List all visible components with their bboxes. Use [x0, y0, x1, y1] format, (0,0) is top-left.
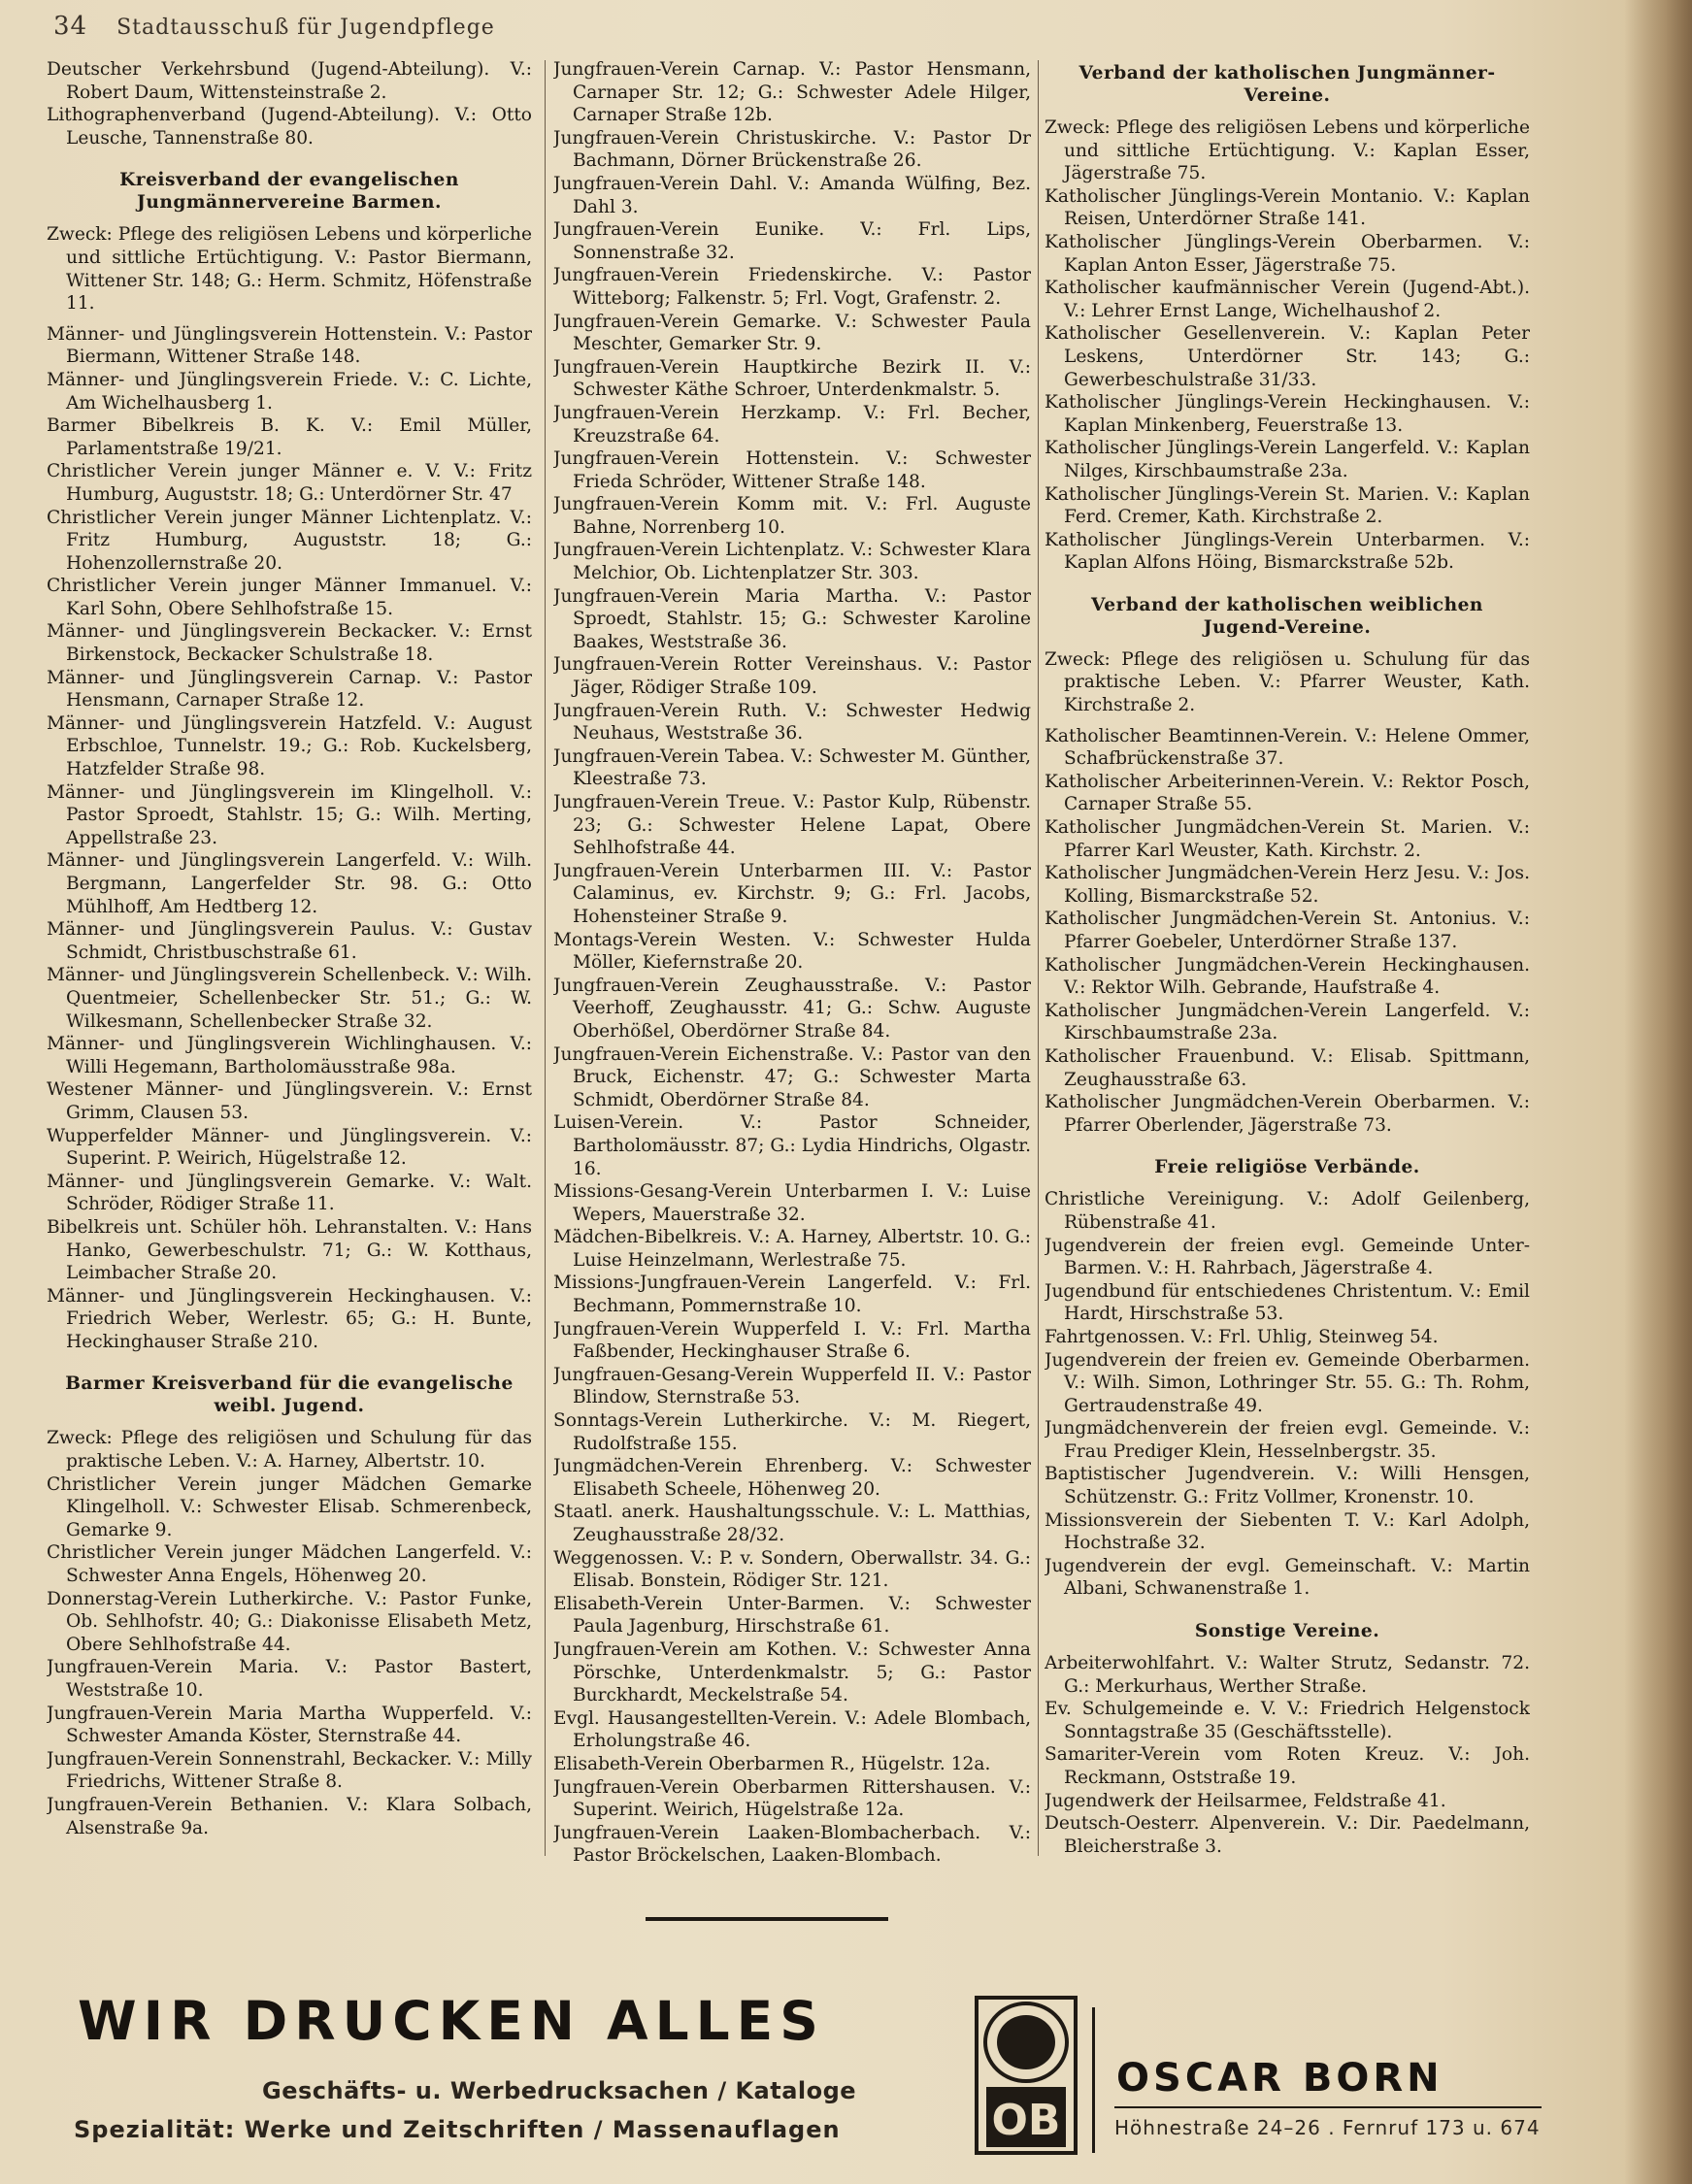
- directory-entry: Katholischer Jungmädchen-Verein Herz Jesu. V.: Jos. Kolling, Bismarckstraße 52.: [1045, 863, 1530, 907]
- column-divider: [545, 60, 546, 1856]
- directory-entry: Missions-Gesang-Verein Unterbarmen I. V.: Luise Wepers, Mauerstraße 32.: [553, 1181, 1031, 1225]
- directory-entry: Jungfrauen-Verein Laaken-Blombacherbach. V.: Pastor Bröckelschen, Laaken-Blombach.: [553, 1822, 1031, 1867]
- directory-entry: Zweck: Pflege des religiösen Lebens und körperliche und sittliche Ertüchtigung. V.: Pastor Biermann, Wittener Str. 148; G.: Herm. Schmitz, Höfenstraße 11.: [47, 224, 532, 314]
- spacer: [1045, 717, 1530, 725]
- directory-entry: Jungmädchen-Verein Ehrenberg. V.: Schwester Elisabeth Scheele, Höhenweg 20.: [553, 1456, 1031, 1500]
- directory-entry: Ev. Schulgemeinde e. V. V.: Friedrich Helgenstock Sonntagstraße 35 (Geschäftsstelle).: [1045, 1699, 1530, 1742]
- directory-entry: Christliche Vereinigung. V.: Adolf Geilenberg, Rübenstraße 41.: [1045, 1189, 1530, 1233]
- directory-entry: Sonntags-Verein Lutherkirche. V.: M. Riegert, Rudolfstraße 155.: [553, 1410, 1031, 1454]
- directory-entry: Deutscher Verkehrsbund (Jugend-Abteilung). V.: Robert Daum, Wittensteinstraße 2.: [47, 59, 532, 103]
- ad-line-products: Geschäfts- u. Werbedrucksachen / Kataloge: [262, 2077, 857, 2104]
- directory-entry: Fahrtgenossen. V.: Frl. Uhlig, Steinweg 54.: [1045, 1326, 1439, 1347]
- directory-entry: Katholischer Arbeiterinnen-Verein. V.: Rektor Posch, Carnaper Straße 55.: [1045, 771, 1530, 815]
- directory-entry: Westener Männer- und Jünglingsverein. V.: Ernst Grimm, Clausen 53.: [47, 1079, 532, 1123]
- directory-entry: Katholischer Jünglings-Verein Unterbarmen. V.: Kaplan Alfons Höing, Bismarckstraße 52b.: [1045, 529, 1530, 574]
- ad-company-name: OSCAR BORN: [1116, 2056, 1443, 2101]
- directory-entry: Katholischer Beamtinnen-Verein. V.: Helene Ommer, Schafbrückenstraße 37.: [1045, 725, 1530, 770]
- directory-entry: Jungfrauen-Verein Unterbarmen III. V.: Pastor Calaminus, ev. Kirchstr. 9; G.: Frl. Jacobs, Hohensteiner Straße 9.: [553, 860, 1031, 927]
- section-heading: Verband der katholischen Jungmänner-Vereine.: [1078, 63, 1496, 106]
- printer-advertisement: [39, 1990, 1553, 2165]
- directory-entry: Jungfrauen-Verein am Kothen. V.: Schwester Anna Pörschke, Unterdenkmalstr. 5; G.: Pastor Burckhardt, Meckelstraße 54.: [553, 1638, 1031, 1706]
- directory-entry: Katholischer Jünglings-Verein St. Marien. V.: Kaplan Ferd. Cremer, Kath. Kirchstraße 2.: [1045, 483, 1530, 528]
- directory-entry: Missions-Jungfrauen-Verein Langerfeld. V.: Frl. Bechmann, Pommernstraße 10.: [553, 1273, 1031, 1317]
- section-heading: Verband der katholischen weiblichen Jugend-Vereine.: [1091, 594, 1483, 638]
- directory-entry: Männer- und Jünglingsverein Carnap. V.: Pastor Hensmann, Carnaper Straße 12.: [47, 667, 532, 711]
- directory-entry: Arbeiterwohlfahrt. V.: Walter Strutz, Sedanstr. 72. G.: Merkurhaus, Werther Straße.: [1045, 1653, 1530, 1697]
- section-rule: [646, 1917, 888, 1921]
- directory-entry: Deutsch-Oesterr. Alpenverein. V.: Dir. Paedelmann, Bleicherstraße 3.: [1045, 1813, 1530, 1857]
- directory-entry: Katholischer Jünglings-Verein Heckinghausen. V.: Kaplan Minkenberg, Feuerstraße 13.: [1045, 392, 1530, 436]
- directory-entry: Jungfrauen-Gesang-Verein Wupperfeld II. V.: Pastor Blindow, Sternstraße 53.: [553, 1364, 1031, 1408]
- section-heading: Sonstige Vereine.: [1194, 1621, 1380, 1642]
- directory-entry: Männer- und Jünglingsverein Hatzfeld. V.: August Erbschloe, Tunnelstr. 19.; G.: Rob. Kuckelsberg, Hatzfelder Straße 98.: [47, 712, 532, 780]
- section-heading: Kreisverband der evangelischen Jungmännervereine Barmen.: [119, 170, 459, 214]
- ad-underline: [1114, 2106, 1542, 2108]
- ad-headline: WIR DRUCKEN ALLES: [78, 1990, 825, 2052]
- directory-entry: Elisabeth-Verein Oberbarmen R., Hügelstr. 12a.: [553, 1753, 991, 1774]
- directory-entry: Mädchen-Bibelkreis. V.: A. Harney, Albertstr. 10. G.: Luise Heinzelmann, Werlestraße 75.: [553, 1227, 1031, 1271]
- directory-entry: Männer- und Jünglingsverein Friede. V.: C. Lichte, Am Wichelhausberg 1.: [47, 369, 532, 414]
- directory-entry: Luisen-Verein. V.: Pastor Schneider, Bartholomäusstr. 87; G.: Lydia Hindrichs, Olgastr. 16.: [553, 1112, 1031, 1179]
- directory-entry: Christlicher Verein junger Männer Lichtenplatz. V.: Fritz Humburg, Auguststr. 18; G.: Hohenzollernstraße 20.: [47, 507, 532, 574]
- directory-entry: Christlicher Verein junger Mädchen Gemarke Klingelholl. V.: Schwester Elisab. Schmerenbeck, Gemarke 9.: [47, 1473, 532, 1540]
- directory-entry: Katholischer Jungmädchen-Verein Langerfeld. V.: Kirschbaumstraße 23a.: [1045, 1000, 1530, 1044]
- directory-entry: Katholischer Frauenbund. V.: Elisab. Spittmann, Zeughausstraße 63.: [1045, 1045, 1530, 1090]
- directory-entry: Katholischer Gesellenverein. V.: Kaplan Peter Leskens, Unterdörner Str. 143; G.: Gewerbeschulstraße 31/33.: [1045, 323, 1530, 390]
- directory-entry: Männer- und Jünglingsverein Beckacker. V.: Ernst Birkenstock, Beckacker Schulstraße 18.: [47, 621, 532, 666]
- column-divider: [1038, 60, 1039, 1856]
- directory-entry: Christlicher Verein junger Männer Immanuel. V.: Karl Sohn, Obere Sehlhofstraße 15.: [47, 576, 532, 619]
- printer-logo-icon: [973, 1994, 1079, 2157]
- directory-entry: Jungfrauen-Verein Christuskirche. V.: Pastor Dr Bachmann, Dörner Brückenstraße 26.: [553, 127, 1031, 172]
- directory-entry: Lithographenverband (Jugend-Abteilung). V.: Otto Leusche, Tannenstraße 80.: [47, 105, 532, 149]
- directory-entry: Montags-Verein Westen. V.: Schwester Hulda Möller, Kiefernstraße 20.: [553, 929, 1031, 974]
- ad-address: Höhnestraße 24–26 . Fernruf 173 u. 674: [1114, 2116, 1541, 2139]
- directory-entry: Katholischer Jungmädchen-Verein Heckinghausen. V.: Rektor Wilh. Gebrande, Haufstraße 4.: [1045, 954, 1530, 999]
- directory-entry: Zweck: Pflege des religiösen und Schulung für das praktische Leben. V.: A. Harney, Albertstr. 10.: [47, 1428, 532, 1473]
- directory-entry: Männer- und Jünglingsverein Langerfeld. V.: Wilh. Bergmann, Langerfelder Str. 98. G.: Otto Mühlhoff, Am Hedtberg 12.: [47, 850, 532, 917]
- directory-entry: Katholischer Jungmädchen-Verein Oberbarmen. V.: Pfarrer Oberlender, Jägerstraße 73.: [1045, 1092, 1530, 1136]
- directory-entry: Jungfrauen-Verein Tabea. V.: Schwester M. Günther, Kleestraße 73.: [553, 745, 1031, 790]
- directory-entry: Jungfrauen-Verein Zeughausstraße. V.: Pastor Veerhoff, Zeughausstr. 41; G.: Schw. Auguste Oberhößel, Oberdörner Straße 84.: [553, 975, 1031, 1042]
- directory-entry: Männer- und Jünglingsverein Gemarke. V.: Walt. Schröder, Rödiger Straße 11.: [47, 1171, 532, 1215]
- logo-letters: OB: [991, 2096, 1061, 2145]
- ad-line-specialty: Spezialität: Werke und Zeitschriften / Massenauflagen: [74, 2116, 841, 2143]
- directory-entry: Jungfrauen-Verein Rotter Vereinshaus. V.: Pastor Jäger, Rödiger Straße 109.: [553, 654, 1031, 699]
- directory-entry: Männer- und Jünglingsverein Schellenbeck. V.: Wilh. Quentmeier, Schellenbecker Str. 51.; G.: W. Wilkesmann, Schellenbecker Straße 32.: [47, 965, 532, 1032]
- directory-entry: Bibelkreis unt. Schüler höh. Lehranstalten. V.: Hans Hanko, Gewerbeschulstr. 71; G.: W. Kotthaus, Leimbacher Straße 20.: [47, 1216, 532, 1284]
- directory-entry: Katholischer kaufmännischer Verein (Jugend-Abt.). V.: Lehrer Ernst Lange, Wichelhaushof 2.: [1045, 278, 1530, 321]
- page-number: 34: [53, 12, 88, 41]
- directory-entry: Jungfrauen-Verein Hauptkirche Bezirk II. V.: Schwester Käthe Schroer, Unterdenkmalstr. 5.: [553, 356, 1031, 401]
- directory-entry: Jungfrauen-Verein Oberbarmen Rittershausen. V.: Superint. Weirich, Hügelstraße 12a.: [553, 1776, 1031, 1821]
- book-spine-shadow: [1624, 0, 1692, 2184]
- directory-entry: Jungfrauen-Verein Maria Martha. V.: Pastor Sproedt, Stahlstr. 15; G.: Schwester Karoline Baakes, Weststraße 36.: [553, 585, 1031, 652]
- directory-entry: Katholischer Jungmädchen-Verein St. Antonius. V.: Pfarrer Goebeler, Unterdörner Straße 137.: [1045, 909, 1530, 952]
- directory-entry: Jugendbund für entschiedenes Christentum. V.: Emil Hardt, Hirschstraße 53.: [1045, 1280, 1530, 1325]
- directory-entry: Männer- und Jünglingsverein Paulus. V.: Gustav Schmidt, Christbuschstraße 61.: [47, 919, 532, 963]
- directory-entry: Jungfrauen-Verein Gemarke. V.: Schwester Paula Meschter, Gemarker Str. 9.: [553, 311, 1031, 355]
- directory-entry: Evgl. Hausangestellten-Verein. V.: Adele Blombach, Erholungstraße 46.: [553, 1707, 1031, 1752]
- directory-entry: Jungfrauen-Verein Maria Martha Wupperfeld. V.: Schwester Amanda Köster, Sternstraße 44.: [47, 1703, 532, 1747]
- directory-entry: Katholischer Jungmädchen-Verein St. Marien. V.: Pfarrer Karl Weuster, Kath. Kirchstr. 2.: [1045, 817, 1530, 861]
- directory-entry: Jungfrauen-Verein Carnap. V.: Pastor Hensmann, Carnaper Str. 12; G.: Schwester Adele Hilger, Carnaper Straße 12b.: [553, 59, 1031, 126]
- column-3: [1045, 58, 1530, 1873]
- directory-entry: Wupperfelder Männer- und Jünglingsverein. V.: Superint. P. Weirich, Hügelstraße 12.: [47, 1125, 532, 1170]
- directory-entry: Jungfrauen-Verein Eichenstraße. V.: Pastor van den Bruck, Eichenstr. 47; G.: Schwester Marta Schmidt, Oberdörner Straße 84.: [553, 1043, 1031, 1110]
- directory-entry: Jungfrauen-Verein Wupperfeld I. V.: Frl. Martha Faßbender, Heckinghauser Straße 6.: [553, 1318, 1031, 1363]
- directory-entry: Jungfrauen-Verein Herzkamp. V.: Frl. Becher, Kreuzstraße 64.: [553, 402, 1031, 447]
- directory-entry: Weggenossen. V.: P. v. Sondern, Oberwallstr. 34. G.: Elisab. Bonstein, Rödiger Str. 121.: [553, 1547, 1031, 1592]
- directory-entry: Männer- und Jünglingsverein im Klingelholl. V.: Pastor Sproedt, Stahlstr. 15; G.: Wilh. Merting, Appellstraße 23.: [47, 781, 532, 848]
- directory-entry: Männer- und Jünglingsverein Wichlinghausen. V.: Willi Hegemann, Bartholomäusstraße 98a.: [47, 1034, 532, 1077]
- directory-entry: Jungfrauen-Verein Friedenskirche. V.: Pastor Witteborg; Falkenstr. 5; Frl. Vogt, Grafenstr. 2.: [553, 265, 1031, 309]
- directory-entry: Jungfrauen-Verein Lichtenplatz. V.: Schwester Klara Melchior, Ob. Lichtenplatzer Str. 303.: [553, 540, 1031, 584]
- directory-entry: Christlicher Verein junger Männer e. V. V.: Fritz Humburg, Auguststr. 18; G.: Unterdörner Str. 47: [47, 461, 532, 505]
- section-heading: Freie religiöse Verbände.: [1154, 1157, 1420, 1178]
- directory-entry: Christlicher Verein junger Mädchen Langerfeld. V.: Schwester Anna Engels, Höhenweg 20.: [47, 1542, 532, 1587]
- directory-entry: Jungfrauen-Verein Sonnenstrahl, Beckacker. V.: Milly Friedrichs, Wittener Straße 8.: [47, 1748, 532, 1793]
- directory-entry: Männer- und Jünglingsverein Heckinghausen. V.: Friedrich Weber, Werlestr. 65; G.: H. Bunte, Heckinghauser Straße 210.: [47, 1285, 532, 1352]
- directory-entry: Elisabeth-Verein Unter-Barmen. V.: Schwester Paula Jagenburg, Hirschstraße 61.: [553, 1593, 1031, 1638]
- column-1: [47, 58, 532, 1873]
- directory-entry: Barmer Bibelkreis B. K. V.: Emil Müller, Parlamentstraße 19/21.: [47, 415, 532, 459]
- directory-entry: Zweck: Pflege des religiösen Lebens und körperliche und sittliche Ertüchtigung. V.: Kaplan Esser, Jägerstraße 75.: [1045, 117, 1530, 184]
- directory-entry: Jugendverein der evgl. Gemeinschaft. V.: Martin Albani, Schwanenstraße 1.: [1045, 1555, 1530, 1600]
- page-header: [53, 12, 830, 50]
- directory-entry: Missionsverein der Siebenten T. V.: Karl Adolph, Hochstraße 32.: [1045, 1509, 1530, 1554]
- directory-entry: Jugendverein der freien ev. Gemeinde Oberbarmen. V.: Wilh. Simon, Lothringer Str. 55. G.: Th. Rohm, Gertraudenstraße 49.: [1045, 1349, 1530, 1416]
- directory-entry: Katholischer Jünglings-Verein Oberbarmen. V.: Kaplan Anton Esser, Jägerstraße 75.: [1045, 231, 1530, 276]
- directory-entry: Zweck: Pflege des religiösen u. Schulung für das praktische Leben. V.: Pfarrer Weuster, Kath. Kirchstraße 2.: [1045, 648, 1530, 716]
- directory-entry: Donnerstag-Verein Lutherkirche. V.: Pastor Funke, Ob. Sehlhofstr. 40; G.: Diakonisse Elisabeth Metz, Obere Sehlhofstraße 44.: [47, 1588, 532, 1655]
- directory-entry: Jugendwerk der Heilsarmee, Feldstraße 41.: [1045, 1790, 1446, 1811]
- directory-entry: Jungfrauen-Verein Eunike. V.: Frl. Lips, Sonnenstraße 32.: [553, 219, 1031, 263]
- directory-entry: Samariter-Verein vom Roten Kreuz. V.: Joh. Reckmann, Oststraße 19.: [1045, 1744, 1530, 1788]
- directory-entry: Jungfrauen-Verein Komm mit. V.: Frl. Auguste Bahne, Norrenberg 10.: [553, 494, 1031, 538]
- running-title: Stadtausschuß für Jugendpflege: [116, 16, 495, 40]
- directory-entry: Baptistischer Jugendverein. V.: Willi Hensgen, Schützenstr. G.: Fritz Vollmer, Kronenstr. 10.: [1045, 1464, 1530, 1508]
- directory-entry: Jungfrauen-Verein Treue. V.: Pastor Kulp, Rübenstr. 23; G.: Schwester Helene Lapat, Obere Sehlhofstraße 44.: [553, 792, 1031, 859]
- directory-entry: Jungfrauen-Verein Hottenstein. V.: Schwester Frieda Schröder, Wittener Straße 148.: [553, 448, 1031, 492]
- directory-entry: Jungfrauen-Verein Bethanien. V.: Klara Solbach, Alsenstraße 9a.: [47, 1794, 532, 1838]
- ad-divider: [1092, 2007, 1095, 2153]
- directory-entry: Katholischer Jünglings-Verein Montanio. V.: Kaplan Reisen, Unterdörner Straße 141.: [1045, 185, 1530, 230]
- directory-entry: Jungfrauen-Verein Dahl. V.: Amanda Wülfing, Bez. Dahl 3.: [553, 173, 1031, 217]
- column-2: [553, 58, 1031, 1873]
- directory-entry: Katholischer Jünglings-Verein Langerfeld. V.: Kaplan Nilges, Kirschbaumstraße 23a.: [1045, 438, 1530, 481]
- directory-entry: Staatl. anerk. Haushaltungsschule. V.: L. Matthias, Zeughausstraße 28/32.: [553, 1502, 1031, 1545]
- directory-entry: Jungmädchenverein der freien evgl. Gemeinde. V.: Frau Prediger Klein, Hesselnbergstr. 35.: [1045, 1418, 1530, 1462]
- directory-entry: Männer- und Jünglingsverein Hottenstein. V.: Pastor Biermann, Wittener Straße 148.: [47, 323, 532, 368]
- section-heading: Barmer Kreisverband für die evangelische weibl. Jugend.: [65, 1373, 514, 1417]
- spacer: [47, 315, 532, 323]
- directory-entry: Jungfrauen-Verein Ruth. V.: Schwester Hedwig Neuhaus, Weststraße 36.: [553, 700, 1031, 745]
- directory-entry: Jungfrauen-Verein Maria. V.: Pastor Bastert, Weststraße 10.: [47, 1657, 532, 1701]
- directory-entry: Jugendverein der freien evgl. Gemeinde Unter-Barmen. V.: H. Rahrbach, Jägerstraße 4.: [1045, 1235, 1530, 1279]
